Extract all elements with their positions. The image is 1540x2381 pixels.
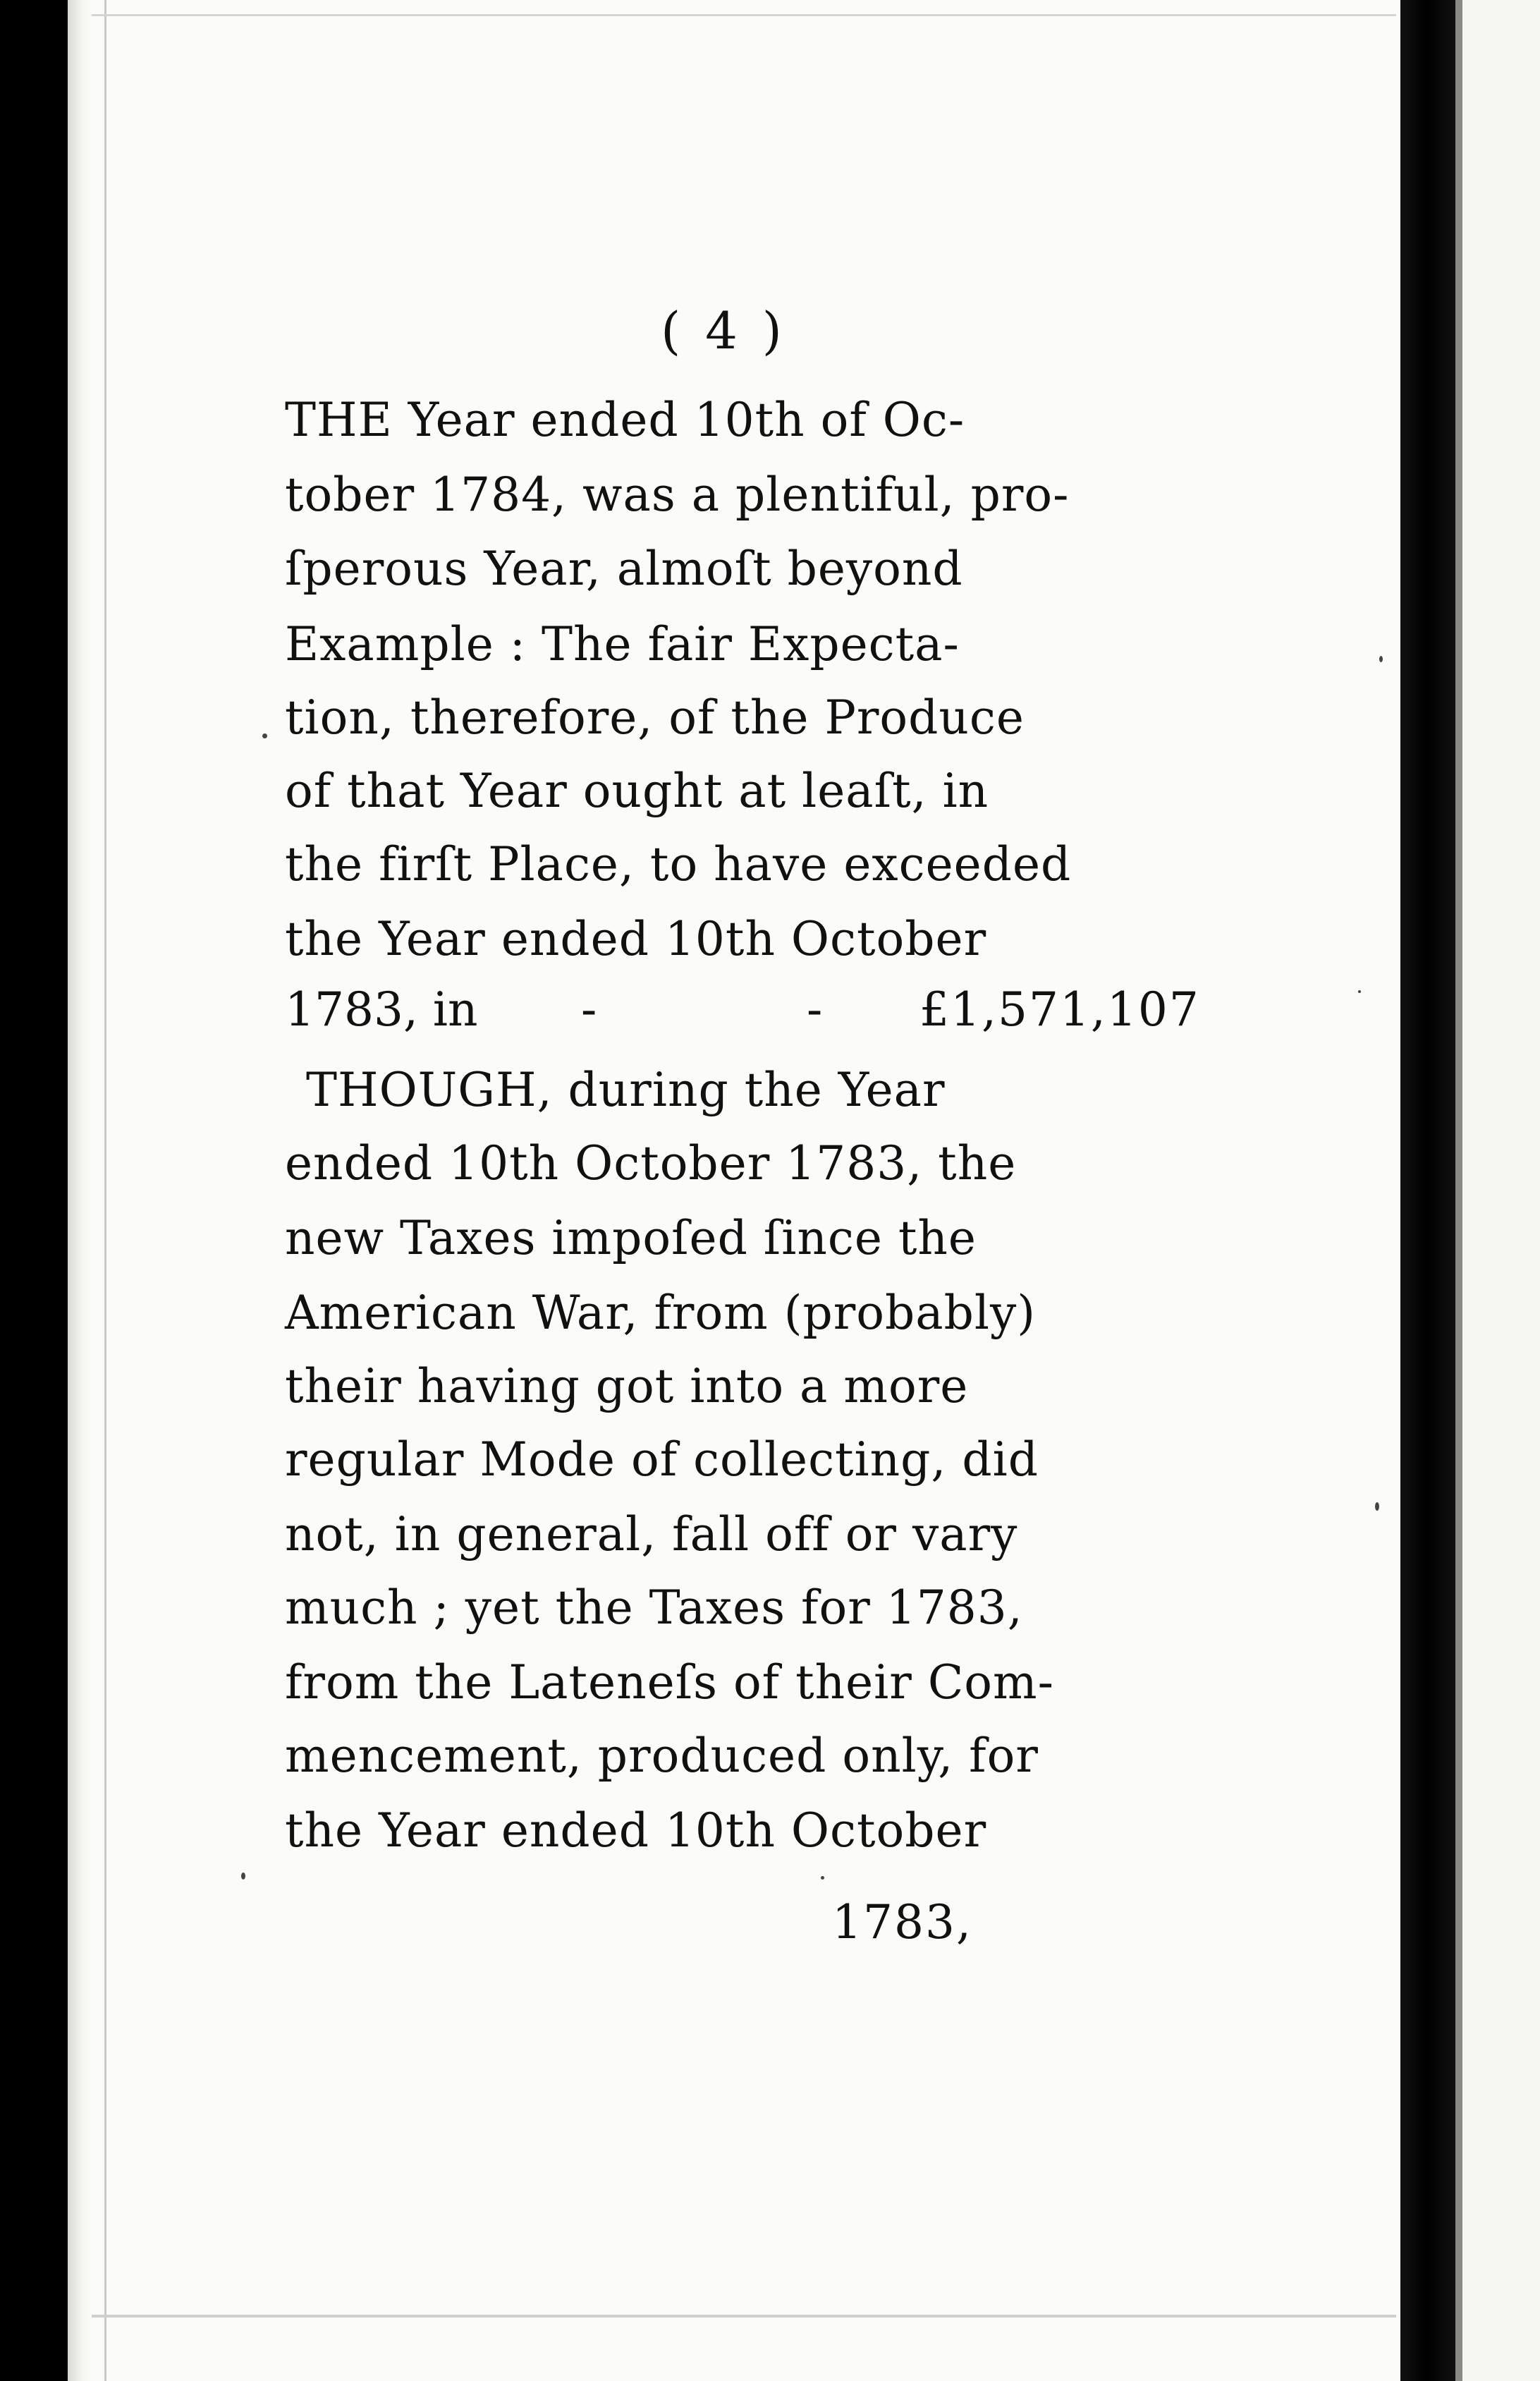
text-line: the firſt Place, to have exceeded xyxy=(285,837,1072,891)
page-number: ( 4 ) xyxy=(661,301,786,360)
paper-speck xyxy=(1379,656,1383,662)
text-line: the Year ended 10th October xyxy=(285,1803,987,1858)
paper-speck xyxy=(1375,1502,1379,1511)
text-line: of that Year ought at leaſt, in xyxy=(285,764,989,818)
text-line: THE Year ended 10th of Oc- xyxy=(285,393,965,447)
amount-value: £1,571,107 xyxy=(919,982,1200,1037)
next-page-edge xyxy=(1455,0,1540,2381)
text-line: mencement, produced only, for xyxy=(285,1729,1039,1783)
page-bottom-edge xyxy=(92,2315,1396,2318)
paper-speck xyxy=(262,733,267,738)
page-margin-line xyxy=(104,0,106,2381)
text-line: not, in general, fall off or vary xyxy=(285,1507,1018,1561)
text-line: from the Lateneſs of their Com- xyxy=(285,1655,1054,1710)
text-line: regular Mode of collecting, did xyxy=(285,1432,1039,1487)
paper-speck xyxy=(241,1872,245,1880)
next-page-shadow xyxy=(1455,0,1462,2381)
text-line: ſperous Year, almoſt beyond xyxy=(285,542,963,596)
page-left-edge xyxy=(68,0,92,2381)
text-line: ended 10th October 1783, the xyxy=(285,1136,1017,1190)
text-line: new Taxes impoſed ſince the xyxy=(285,1211,977,1265)
leader-dash: - xyxy=(807,982,823,1037)
paper-speck xyxy=(1358,990,1361,993)
paper-speck xyxy=(821,1876,824,1880)
leader-dash: - xyxy=(581,982,597,1037)
text-line: tober 1784, was a plentiful, pro- xyxy=(285,468,1070,522)
amount-line xyxy=(285,982,1200,1038)
text-line: American War, from (probably) xyxy=(285,1286,1037,1340)
text-line: the Year ended 10th October xyxy=(285,912,987,966)
text-line: much ; yet the Taxes for 1783, xyxy=(285,1581,1023,1635)
page-top-edge xyxy=(92,14,1396,16)
text-line: tion, therefore, of the Produce xyxy=(285,690,1025,745)
amount-year: 1783, in xyxy=(285,982,478,1037)
catchword: 1783, xyxy=(832,1895,972,1949)
text-line: their having got into a more xyxy=(285,1359,969,1413)
text-line: THOUGH, during the Year xyxy=(306,1063,946,1117)
text-line: Example : The fair Expecta- xyxy=(285,617,960,671)
